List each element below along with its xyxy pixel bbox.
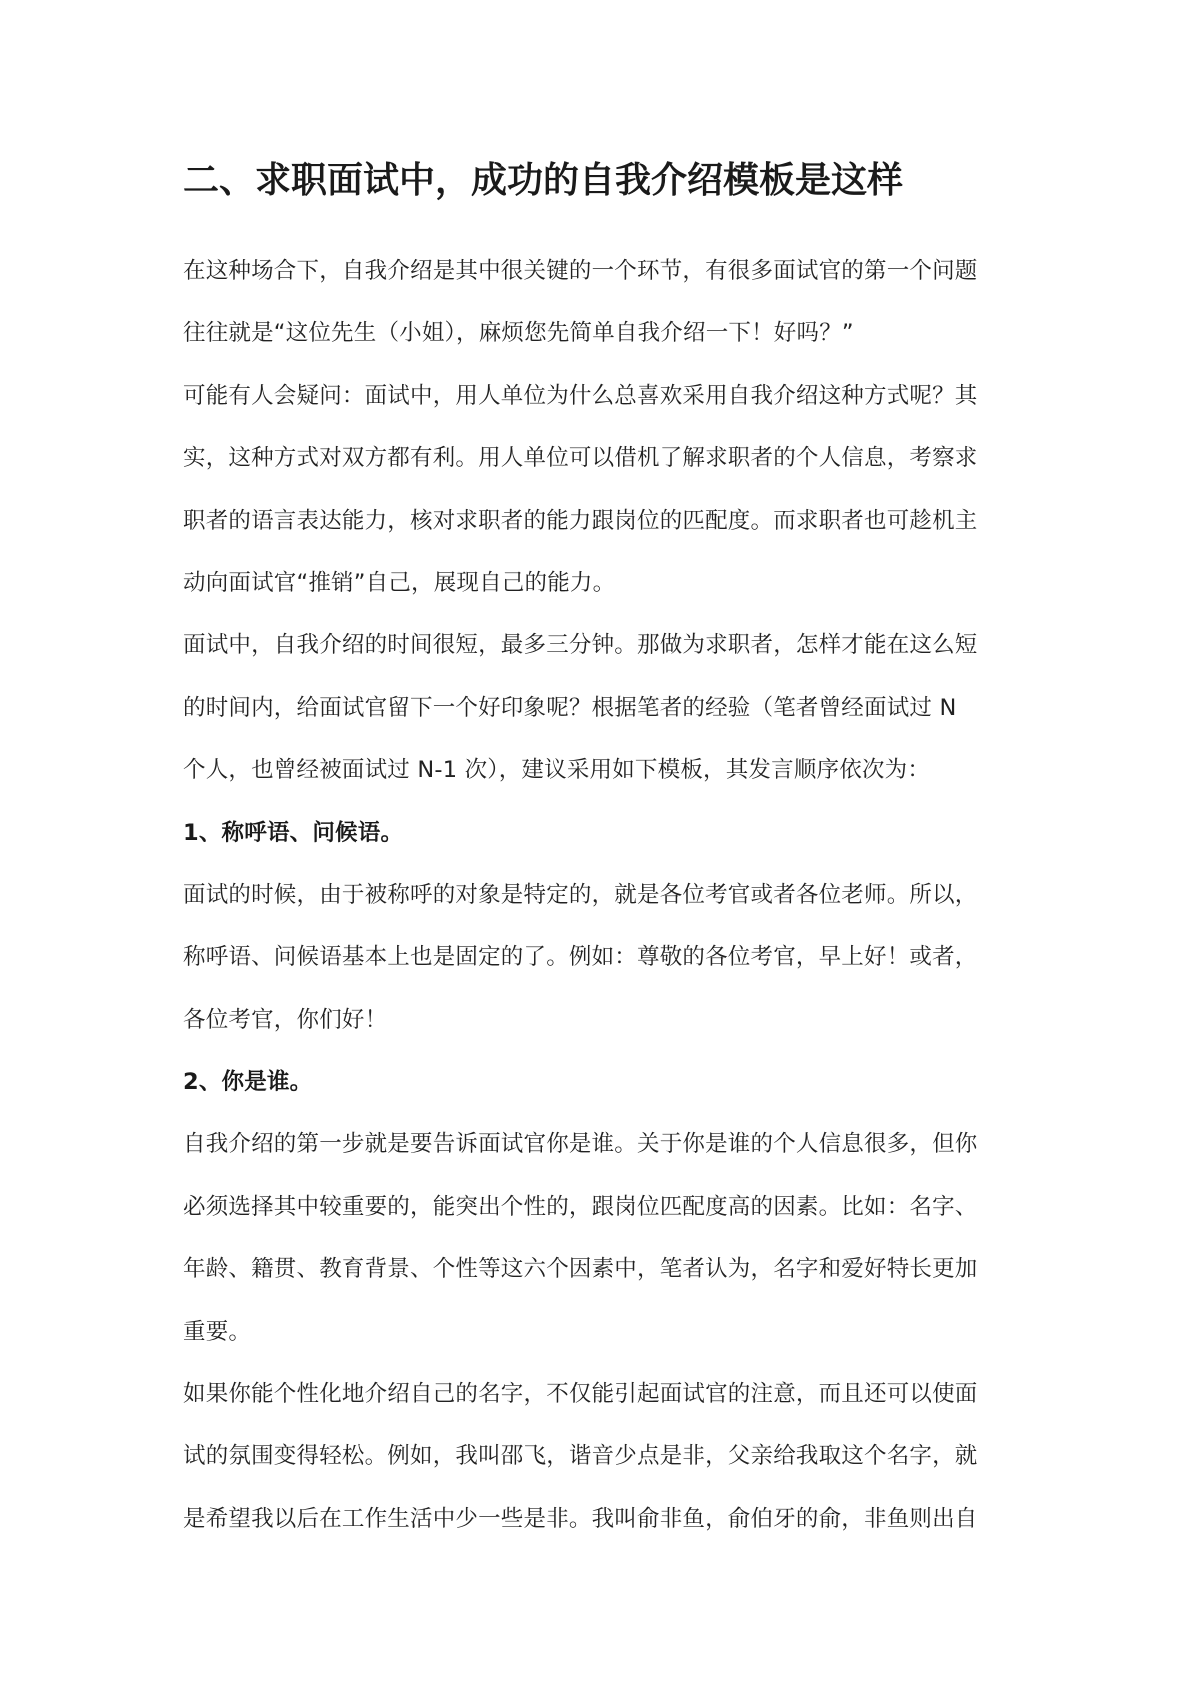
paragraph-line: 面试中，自我介绍的时间很短，最多三分钟。那做为求职者，怎样才能在这么短 — [183, 632, 978, 659]
paragraph-line: 可能有人会疑问：面试中，用人单位为什么总喜欢采用自我介绍这种方式呢？其 — [183, 382, 978, 409]
section-title: 二、求职面试中，成功的自我介绍模板是这样 — [183, 160, 904, 201]
paragraph-line: 年龄、籍贯、教育背景、个性等这六个因素中，笔者认为，名字和爱好特长更加 — [183, 1256, 978, 1283]
paragraph-line: 如果你能个性化地介绍自己的名字，不仅能引起面试官的注意，而且还可以使面 — [183, 1381, 978, 1408]
paragraph-line: 职者的语言表达能力，核对求职者的能力跟岗位的匹配度。而求职者也可趁机主 — [183, 507, 978, 534]
paragraph-line: 称呼语、问候语基本上也是固定的了。例如：尊敬的各位考官，早上好！或者， — [183, 944, 978, 971]
article-body — [183, 240, 1033, 1550]
section-heading: 1、称呼语、问候语。 — [183, 819, 404, 846]
paragraph-line: 是希望我以后在工作生活中少一些是非。我叫俞非鱼，俞伯牙的俞，非鱼则出自 — [183, 1505, 978, 1532]
paragraph-line: 重要。 — [183, 1318, 252, 1345]
paragraph-line: 必须选择其中较重要的，能突出个性的，跟岗位匹配度高的因素。比如：名字、 — [183, 1193, 978, 1220]
paragraph-line: 动向面试官“推销”自己，展现自己的能力。 — [183, 569, 616, 596]
paragraph-line: 面试的时候，由于被称呼的对象是特定的，就是各位考官或者各位老师。所以， — [183, 881, 978, 908]
paragraph-line: 实，这种方式对双方都有利。用人单位可以借机了解求职者的个人信息，考察求 — [183, 445, 978, 472]
paragraph-line: 自我介绍的第一步就是要告诉面试官你是谁。关于你是谁的个人信息很多，但你 — [183, 1131, 978, 1158]
paragraph-line: 各位考官，你们好！ — [183, 1006, 388, 1033]
paragraph-line: 个人，也曾经被面试过 N-1 次），建议采用如下模板，其发言顺序依次为： — [183, 757, 931, 784]
paragraph-line: 试的氛围变得轻松。例如，我叫邵飞，谐音少点是非，父亲给我取这个名字，就 — [183, 1443, 978, 1470]
paragraph-line: 往往就是“这位先生（小姐），麻烦您先简单自我介绍一下！好吗？” — [183, 320, 854, 347]
paragraph-line: 的时间内，给面试官留下一个好印象呢？根据笔者的经验（笔者曾经面试过 N — [183, 694, 957, 721]
section-heading: 2、你是谁。 — [183, 1069, 313, 1096]
paragraph-line: 在这种场合下，自我介绍是其中很关键的一个环节，有很多面试官的第一个问题 — [183, 258, 978, 284]
